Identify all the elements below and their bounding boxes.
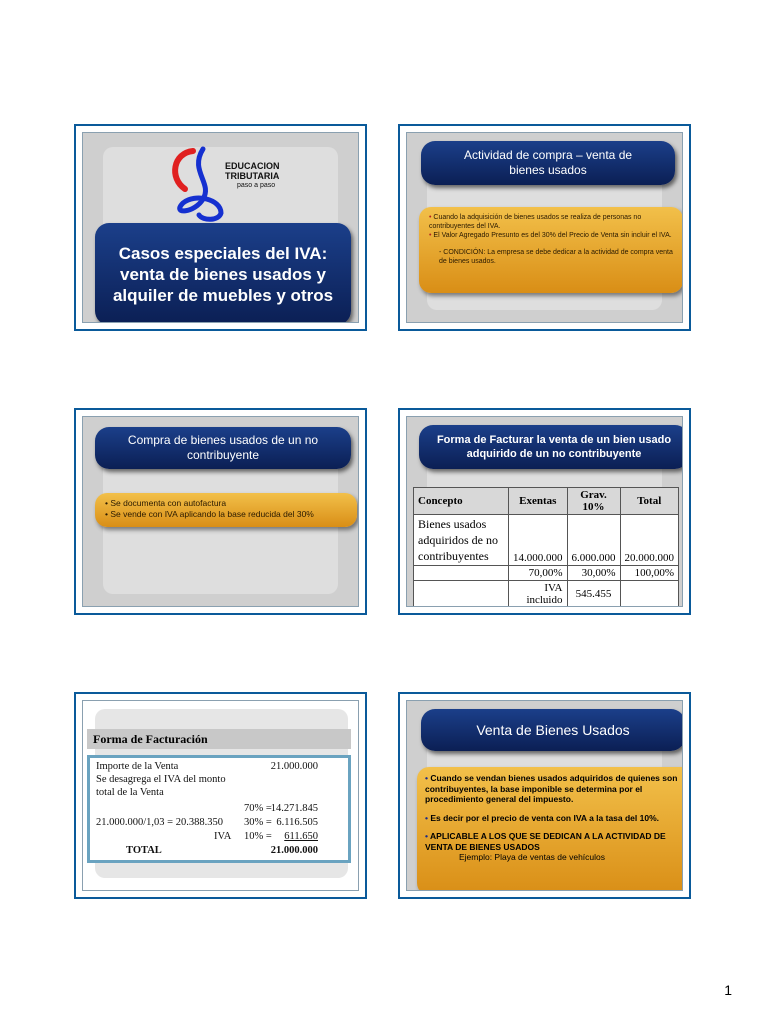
slide-2-bullet-2: • El Valor Agregado Presunto es del 30% del Precio de Venta sin incluir el IVA. [429,232,672,239]
table-header-cell: Concepto [414,488,509,515]
slide-4 [398,408,691,615]
calc-row-30-val: 6.116.505 [276,817,318,828]
slide-4-title [419,425,683,469]
slide-6-bullet-2: • Es decir por el precio de venta con IVA a la tasa del 10%. [425,812,660,823]
slide-3-bullet-2: • Se vende con IVA aplicando la base reducida del 30% [105,509,314,519]
slide-3-bullet-2-text: Se vende con IVA aplicando la base reducida del 30% [110,509,314,519]
table-header-cell: Exentas [509,488,568,515]
calculation-box [87,755,351,863]
slide-1-title-text: Casos especiales del IVA: venta de bienes usados y alquiler de muebles y otros [112,243,334,305]
slide-3-bullet-1: • Se documenta con autofactura [105,498,227,508]
calc-total-val: 21.000.000 [270,845,318,856]
table-row [414,515,679,566]
calc-line-1 [96,760,342,773]
slide-3-bullet-1-text: Se documenta con autofactura [110,498,227,508]
logo-line-1: EDUCACION [225,161,280,171]
table-header-cell: Total [620,488,679,515]
table-cell: Bienes usados adquiridos de no contribuyentes [414,515,509,566]
table-cell [620,581,679,608]
slide-5-body [82,700,359,891]
calc-line-1-value: 21.000.000 [270,761,318,772]
slide-2-body [406,132,683,323]
table-cell: 30,00% [567,566,620,581]
table-row [414,566,679,581]
calc-row-30-pct: 30% = [244,817,272,828]
table-header-row [414,488,679,515]
table-cell: 70,00% [509,566,568,581]
slide-2-note [429,248,673,266]
calc-line-3: total de la Venta [96,787,164,798]
table-cell: 545.455 [567,581,620,608]
slide-4-title-text: Forma de Facturar la venta de un bien usado adquirido de un no contribuyente [436,434,672,460]
calc-row-iva-pct: 10% = [244,831,272,842]
slide-3-body [82,416,359,607]
slide-2-bullet-1-text: Cuando la adquisición de bienes usados se realiza de personas no contribuyentes del IVA. [429,214,642,230]
slide-6 [398,692,691,899]
table-cell: 14.000.000 [509,515,568,566]
slide-6-title [421,709,683,751]
calc-row-70-val: 14.271.845 [270,803,318,814]
calc-row-70-pct: 70% = [244,803,272,814]
table-cell [414,566,509,581]
billing-table [413,487,679,607]
slide-4-body [406,416,683,607]
logo-line-2: TRIBUTARIA [225,171,280,181]
table-cell: IVA incluido [509,581,568,608]
calc-row-30-label: 21.000.000/1,03 = 20.388.350 [96,817,223,828]
slide-3-title-text: Compra de bienes usados de un no contribuyente [127,433,319,462]
slide-2-content-box [419,207,683,293]
slide-2-title [421,141,675,185]
slide-5-heading-text: Forma de Facturación [93,732,208,746]
slide-6-content-box [417,767,683,891]
page-number: 1 [724,982,732,998]
slide-2-note-text: - CONDICIÓN: La empresa se debe dedicar a la actividad de compra venta de bienes usados. [439,249,673,265]
table-cell: 6.000.000 [567,515,620,566]
slide-6-bullet-1-text: Cuando se vendan bienes usados adquiridos de quienes son contribuyentes, la base imponible se determina por el procedimiento general del impuesto. [425,773,678,804]
slide-6-body [406,700,683,891]
slide-2-bullet-2-text: El Valor Agregado Presunto es del 30% del Precio de Venta sin incluir el IVA. [433,232,672,239]
slide-3-title [95,427,351,469]
slide-6-bullet-2-text: Es decir por el precio de venta con IVA a la tasa del 10%. [430,812,660,823]
table-cell: 100,00% [620,566,679,581]
slide-2-bullet-1: • Cuando la adquisición de bienes usados se realiza de personas no contribuyentes del IVA. [429,214,642,230]
slide-6-bullet-3: • APLICABLE A LOS QUE SE DEDICAN A LA ACTIVIDAD DE VENTA DE BIENES USADOS [425,831,666,852]
slide-6-example [425,852,683,863]
slide-2 [398,124,691,331]
table-cell: 20.000.000 [620,515,679,566]
slide-6-title-text: Venta de Bienes Usados [476,722,630,738]
slide-1 [74,124,367,331]
slide-5-heading [87,729,351,749]
calc-line-1-label: Importe de la Venta [96,761,179,772]
slide-1-title [95,223,351,323]
logo-text [225,161,280,191]
slide-6-example-text: Ejemplo: Playa de ventas de vehículos [459,852,606,862]
slide-2-title-text: Actividad de compra – venta de bienes usados [463,148,633,177]
slide-5 [74,692,367,899]
calc-total-label: TOTAL [126,845,162,856]
slide-6-bullet-3-text: APLICABLE A LOS QUE SE DEDICAN A LA ACTIVIDAD DE VENTA DE BIENES USADOS [425,831,666,852]
table-header-cell: Grav. 10% [567,488,620,515]
table-row [414,581,679,608]
slide-1-body [82,132,359,323]
calc-row-iva-val: 611.650 [284,831,318,842]
table-cell [414,581,509,608]
slide-3-content-box [95,493,357,527]
slide-3 [74,408,367,615]
slide-6-bullet-1: • Cuando se vendan bienes usados adquiridos de quienes son contribuyentes, la base imponible se determina por el procedimiento general del impuesto. [425,773,678,804]
logo-line-3: paso a paso [237,182,276,189]
calc-row-30 [96,816,342,829]
calc-row-iva-label: IVA [214,831,232,842]
calc-line-2: Se desagrega el IVA del monto [96,774,226,785]
